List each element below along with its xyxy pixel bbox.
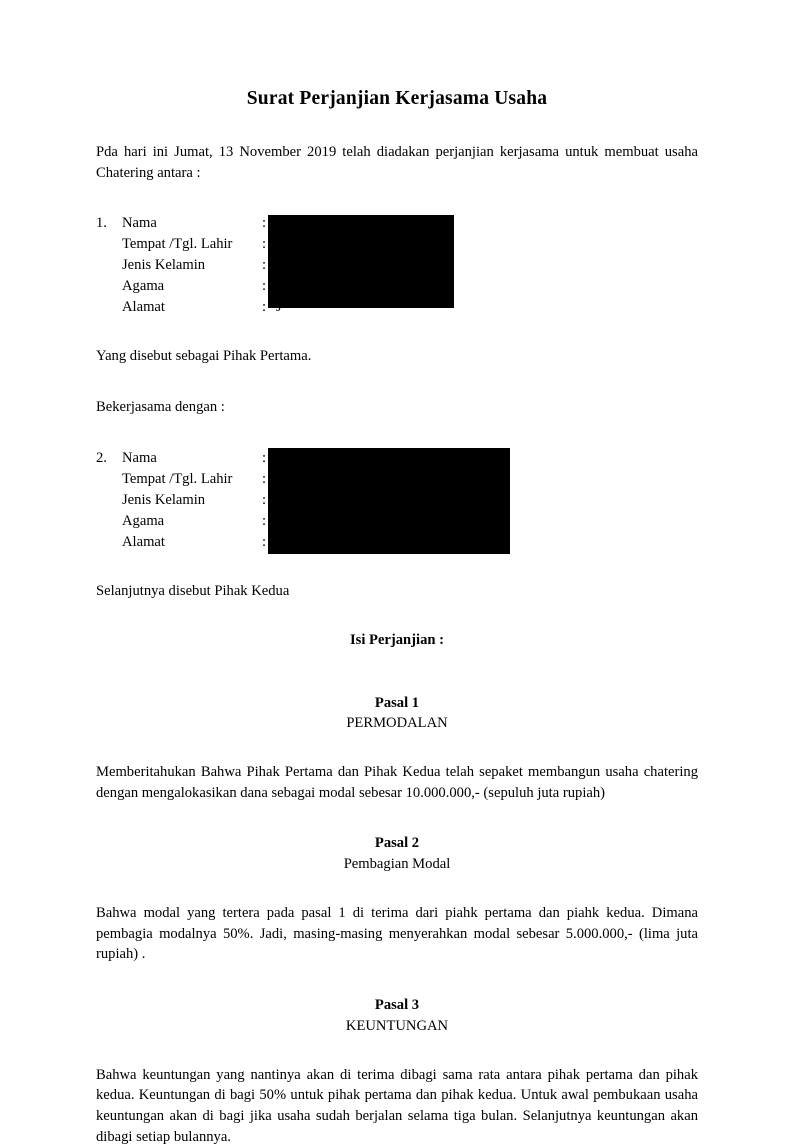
- article-subtitle: KEUNTUNGAN: [96, 1016, 698, 1037]
- article-3-body: Bahwa keuntungan yang nantinya akan di terima dibagi sama rata antara pihak pertama dan pihak kedua. Keuntungan di bagi 50% untuk pihak pertama dan pihak kedua. Untuk awal pembukaan usaha keuntungan akan di bagi jika usaha sudah berjalan selama tiga bulan. Selanjutnya keuntungan akan dibagi setiap bulannya.: [96, 1065, 698, 1147]
- party-field-label: Agama: [122, 511, 262, 532]
- spacer: [96, 649, 698, 671]
- party-two-caption: Selanjutnya disebut Pihak Kedua: [96, 581, 698, 602]
- spacer: [96, 1051, 698, 1065]
- redaction-block-party-two: [268, 448, 510, 554]
- party-field-label: Tempat /Tgl. Lahir: [122, 469, 262, 490]
- spacer: [96, 981, 698, 995]
- spacer: [96, 671, 698, 693]
- spacer: [96, 332, 698, 346]
- spacer: [96, 748, 698, 762]
- party-field-label: Alamat: [122, 297, 262, 318]
- article-3-heading: [96, 995, 698, 1036]
- party-field-label: Alamat: [122, 532, 262, 553]
- party-colon: :: [262, 469, 276, 490]
- article-2-body: Bahwa modal yang tertera pada pasal 1 di terima dari piahk pertama dan piahk kedua. Dimana pembagia modalnya 50%. Jadi, masing-masing menyerahkan modal sebesar 5.000.000,- (lima juta rupiah) .: [96, 903, 698, 965]
- party-number: 2.: [96, 448, 122, 469]
- article-number: Pasal 1: [96, 693, 698, 714]
- party-colon: :: [262, 276, 276, 297]
- party-colon: :: [262, 213, 276, 234]
- cooperation-line: Bekerjasama dengan :: [96, 397, 698, 418]
- agreement-heading: Isi Perjanjian :: [96, 632, 698, 649]
- party-colon: :: [262, 490, 276, 511]
- party-colon: :: [262, 255, 276, 276]
- article-subtitle: PERMODALAN: [96, 713, 698, 734]
- party-field-label: Tempat /Tgl. Lahir: [122, 234, 262, 255]
- party-field-label: Jenis Kelamin: [122, 490, 262, 511]
- party-field-label: Jenis Kelamin: [122, 255, 262, 276]
- spacer: [96, 567, 698, 581]
- spacer: [96, 434, 698, 448]
- article-number: Pasal 2: [96, 833, 698, 854]
- redaction-block-party-one: [268, 215, 454, 308]
- party-colon: :: [262, 297, 276, 318]
- party-colon: :: [262, 532, 276, 553]
- intro-paragraph: Pda hari ini Jumat, 13 November 2019 telah diadakan perjanjian kerjasama untuk membuat usaha Chatering antara :: [96, 142, 698, 183]
- party-one-caption: Yang disebut sebagai Pihak Pertama.: [96, 346, 698, 367]
- article-1-heading: [96, 693, 698, 734]
- page-title: Surat Perjanjian Kerjasama Usaha: [96, 88, 698, 110]
- spacer: [96, 889, 698, 903]
- spacer: [96, 199, 698, 213]
- party-one-block: [96, 213, 698, 318]
- article-number: Pasal 3: [96, 995, 698, 1016]
- article-1-body: Memberitahukan Bahwa Pihak Pertama dan Pihak Kedua telah sepaket membangun usaha chatering dengan mengalokasikan dana sebagai modal sebesar 10.000.000,- (sepuluh juta rupiah): [96, 762, 698, 803]
- party-colon: :: [262, 511, 276, 532]
- party-colon: :: [262, 234, 276, 255]
- party-field-label: Nama: [122, 213, 262, 234]
- article-subtitle: Pembagian Modal: [96, 854, 698, 875]
- article-2-heading: [96, 833, 698, 874]
- party-two-block: [96, 448, 698, 553]
- party-field-label: Nama: [122, 448, 262, 469]
- spacer: [96, 383, 698, 397]
- party-field-label: Agama: [122, 276, 262, 297]
- spacer: [96, 819, 698, 833]
- party-colon: :: [262, 448, 276, 469]
- party-number: 1.: [96, 213, 122, 234]
